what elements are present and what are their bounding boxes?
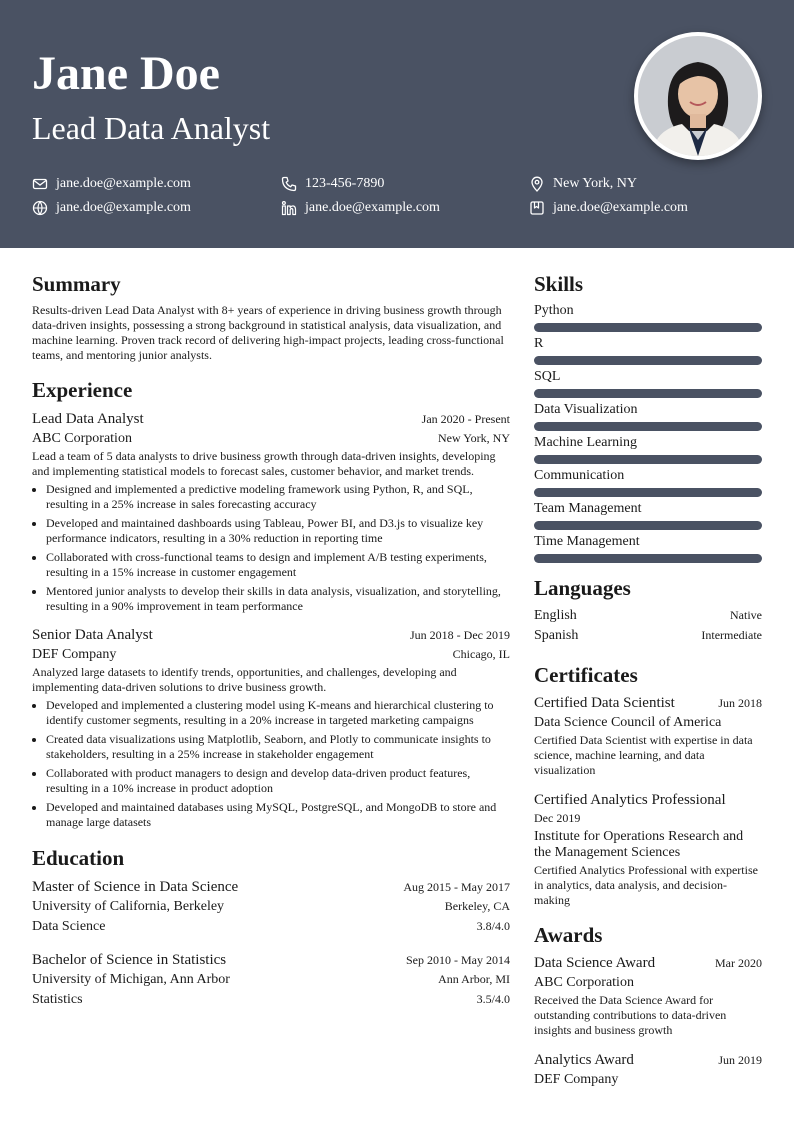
certificates-heading: Certificates	[534, 663, 638, 687]
certificate-date: Jun 2018	[718, 696, 762, 710]
experience-heading: Experience	[32, 378, 133, 402]
degree-name: Master of Science in Data Science	[32, 879, 239, 895]
job-dates: Jan 2020 - Present	[421, 412, 510, 426]
skill-level-bar	[534, 422, 762, 431]
skill-item	[534, 401, 762, 431]
resume-header	[0, 0, 794, 248]
degree-field: Statistics	[32, 992, 83, 1007]
job-location: Chicago, IL	[452, 647, 510, 661]
language-item	[534, 626, 762, 646]
skill-item	[534, 500, 762, 530]
school-name: University of California, Berkeley	[32, 899, 225, 914]
contact-website-text: jane.doe@example.com	[56, 200, 191, 215]
candidate-name: Jane Doe	[32, 47, 220, 100]
job-bullets	[32, 482, 510, 614]
award-name: Data Science Award	[534, 955, 656, 971]
skill-level-bar	[534, 389, 762, 398]
phone-icon	[281, 176, 297, 192]
mail-icon	[32, 176, 48, 192]
award-description: Received the Data Science Award for outstanding contributions to data-driven insights and business growth	[534, 993, 727, 1037]
profile-photo	[634, 32, 762, 160]
skill-name: Team Management	[534, 501, 642, 516]
summary-text: Results-driven Lead Data Analyst with 8+ years of experience in driving business growth through data-driven insights, possessing a strong background in statistical analysis, data visualization, and machine learning. Proven track record of delivering high-impact projects, leading cross-functional teams, and mentoring junior analysts.	[32, 303, 504, 362]
job-company: ABC Corporation	[32, 431, 132, 446]
job-description: Lead a team of 5 data analysts to drive business growth through data-driven insights, developing and implementing statistical models to forecast sales, customer behavior, and market trends.	[32, 449, 496, 478]
language-level: Native	[730, 608, 762, 622]
candidate-title: Lead Data Analyst	[32, 110, 271, 146]
certificate-description: Certified Analytics Professional with expertise in analytics, data analysis, and decision-making	[534, 863, 758, 907]
school-location: Ann Arbor, MI	[438, 972, 510, 986]
skill-name: SQL	[534, 369, 561, 384]
degree-dates: Sep 2010 - May 2014	[406, 953, 510, 967]
degree-gpa: 3.5/4.0	[476, 992, 510, 1006]
globe-icon	[32, 200, 48, 216]
degree-dates: Aug 2015 - May 2017	[403, 880, 510, 894]
job-title: Senior Data Analyst	[32, 627, 153, 643]
language-item	[534, 606, 762, 626]
award-date: Mar 2020	[715, 956, 762, 970]
school-name: University of Michigan, Ann Arbor	[32, 972, 230, 987]
job-bullet: • Collaborated with cross-functional teams to design and implement A/B testing experiments, resulting in a 15% increase in customer engagement	[46, 550, 510, 580]
contact-portfolio[interactable]	[529, 198, 688, 218]
portfolio-icon	[529, 200, 545, 216]
skill-level-bar	[534, 323, 762, 332]
education-heading: Education	[32, 846, 125, 870]
degree-field: Data Science	[32, 919, 106, 934]
summary-heading: Summary	[32, 272, 121, 296]
skills-list	[534, 302, 762, 563]
language-name: Spanish	[534, 628, 579, 643]
job-entry	[32, 409, 510, 614]
education-entry	[32, 877, 510, 937]
job-bullet: • Developed and maintained dashboards using Tableau, Power BI, and D3.js to visualize key performance indicators, resulting in a 30% reduction in reporting time	[46, 516, 510, 546]
skill-name: R	[534, 336, 544, 351]
awards-heading: Awards	[534, 923, 603, 947]
skill-level-bar	[534, 554, 762, 563]
skill-item	[534, 335, 762, 365]
certificate-entry	[534, 790, 762, 908]
languages-list	[534, 606, 762, 646]
award-name: Analytics Award	[534, 1052, 634, 1068]
certificate-entry	[534, 693, 762, 778]
certificate-date: Dec 2019	[534, 811, 581, 825]
skill-name: Python	[534, 303, 574, 318]
job-title: Lead Data Analyst	[32, 411, 144, 427]
education-entry	[32, 950, 510, 1010]
job-company: DEF Company	[32, 647, 117, 662]
certificate-name: Certified Analytics Professional	[534, 792, 726, 808]
contact-linkedin-text: jane.doe@example.com	[305, 200, 440, 215]
contact-linkedin[interactable]	[281, 198, 440, 218]
skill-level-bar	[534, 356, 762, 365]
certificate-issuer: Data Science Council of America	[534, 715, 722, 730]
skill-name: Machine Learning	[534, 435, 638, 450]
award-issuer: DEF Company	[534, 1072, 619, 1087]
school-location: Berkeley, CA	[444, 899, 510, 913]
certificate-name: Certified Data Scientist	[534, 695, 675, 711]
skill-level-bar	[534, 521, 762, 530]
contact-email-text: jane.doe@example.com	[56, 176, 191, 191]
award-entry	[534, 1050, 762, 1090]
skill-item	[534, 302, 762, 332]
degree-gpa: 3.8/4.0	[476, 919, 510, 933]
contact-phone[interactable]	[281, 174, 384, 194]
skill-item	[534, 434, 762, 464]
linkedin-icon	[281, 200, 297, 216]
contact-location-text: New York, NY	[553, 176, 638, 191]
degree-name: Bachelor of Science in Statistics	[32, 952, 227, 968]
certificate-issuer: Institute for Operations Research and the Management Sciences	[534, 829, 744, 860]
contact-location	[529, 174, 637, 194]
award-date: Jun 2019	[718, 1053, 762, 1067]
main-column	[32, 270, 510, 1010]
award-entry	[534, 953, 762, 1038]
languages-heading: Languages	[534, 576, 631, 600]
skill-name: Time Management	[534, 534, 640, 549]
skill-name: Communication	[534, 468, 625, 483]
skill-item	[534, 368, 762, 398]
skill-level-bar	[534, 488, 762, 497]
side-column	[534, 270, 762, 1090]
skill-name: Data Visualization	[534, 402, 638, 417]
skill-level-bar	[534, 455, 762, 464]
job-location: New York, NY	[437, 431, 510, 445]
job-bullets	[32, 698, 510, 830]
contact-email[interactable]	[32, 174, 191, 194]
language-level: Intermediate	[701, 628, 762, 642]
skill-item	[534, 533, 762, 563]
profile-photo-image	[638, 36, 758, 156]
job-bullet: • Collaborated with product managers to design and develop data-driven product features, resulting in a 10% increase in product adoption	[46, 766, 510, 796]
job-entry	[32, 625, 510, 830]
contact-phone-text: 123-456-7890	[305, 176, 385, 191]
language-name: English	[534, 608, 577, 623]
contact-portfolio-text: jane.doe@example.com	[553, 200, 688, 215]
award-issuer: ABC Corporation	[534, 975, 634, 990]
skill-item	[534, 467, 762, 497]
skills-heading: Skills	[534, 272, 584, 296]
certificate-description: Certified Data Scientist with expertise in data science, machine learning, and data visualization	[534, 733, 753, 777]
location-icon	[529, 176, 545, 192]
job-bullet: • Designed and implemented a predictive modeling framework using Python, R, and SQL, resulting in a 25% increase in sales forecasting accuracy	[46, 482, 510, 512]
job-dates: Jun 2018 - Dec 2019	[410, 628, 510, 642]
job-bullet: • Developed and maintained databases using MySQL, PostgreSQL, and MongoDB to store and manage large datasets	[46, 800, 510, 830]
job-bullet: • Developed and implemented a clustering model using K-means and hierarchical clustering to identify customer segments, resulting in a 20% increase in targeted marketing campaigns	[46, 698, 510, 728]
job-description: Analyzed large datasets to identify trends, opportunities, and challenges, developing and implementing data-driven solutions to drive business growth.	[32, 665, 457, 694]
job-bullet: • Created data visualizations using Matplotlib, Seaborn, and Plotly to communicate insights to stakeholders, resulting in a 25% increase in stakeholder engagement	[46, 732, 510, 762]
job-bullet: • Mentored junior analysts to develop their skills in data analysis, visualization, and storytelling, resulting in a 90% improvement in team performance	[46, 584, 510, 614]
contact-website[interactable]	[32, 198, 191, 218]
